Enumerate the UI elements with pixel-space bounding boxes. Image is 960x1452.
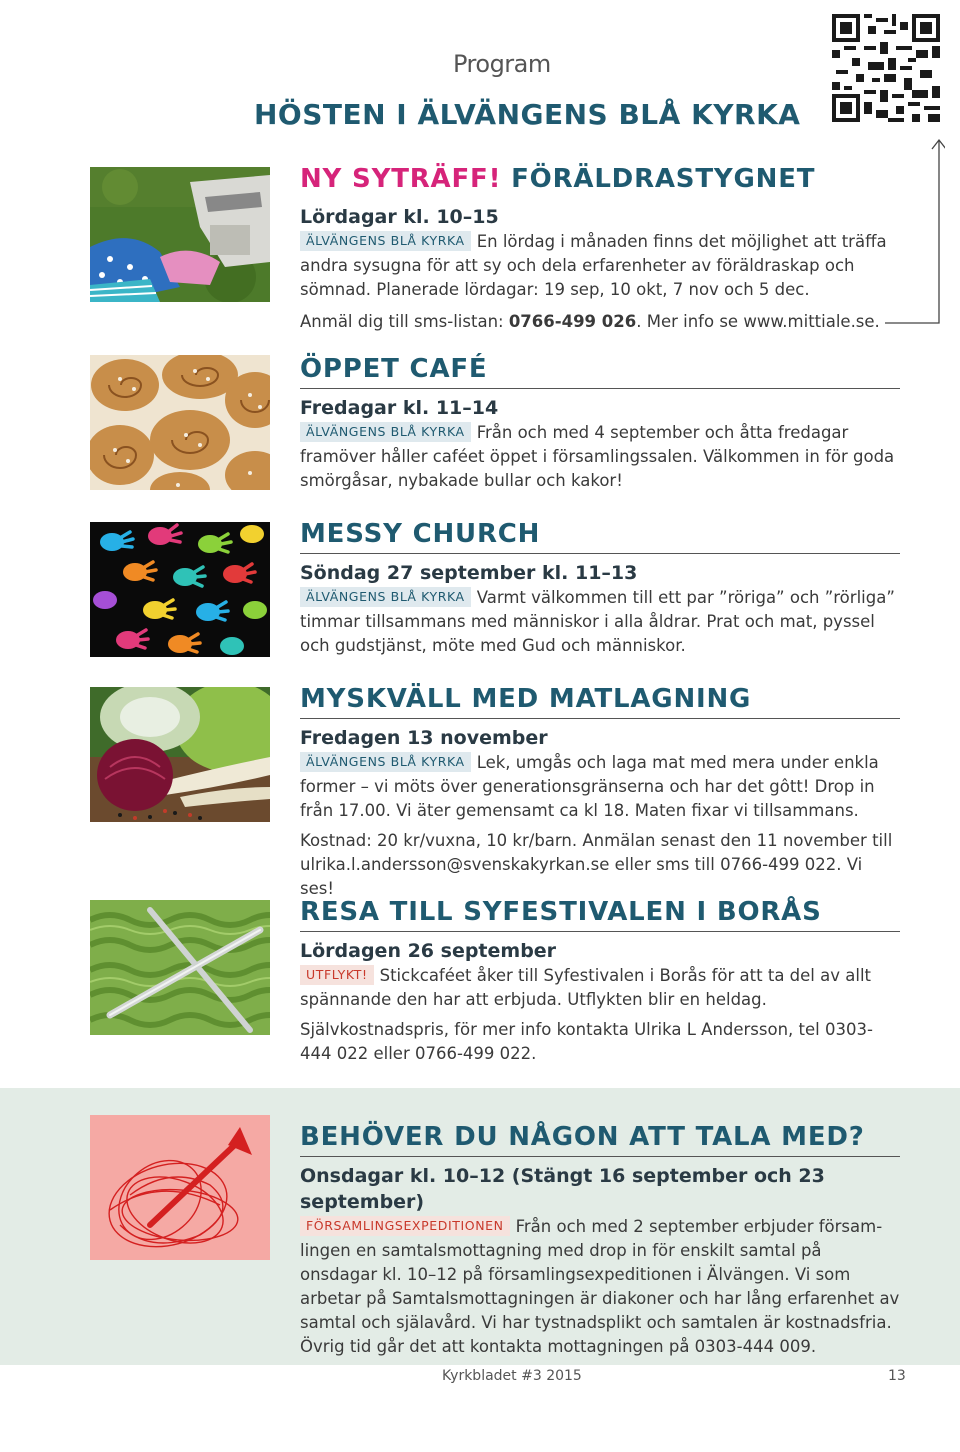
- event-when: Onsdagar kl. 10–12 (Stängt 16 september och 23 september): [300, 1165, 825, 1213]
- trip-tag: UTFLYKT!: [300, 965, 374, 985]
- event-when: Lördagen 26 september: [300, 940, 557, 962]
- sewing-photo: [90, 167, 270, 302]
- event-body: [300, 421, 900, 493]
- event-foraldrastygnet: [300, 160, 900, 334]
- event-text: Stickcaféet åker till Syfestivalen i Borås för att ta del av allt spännande den har att erbjuda. Utflykten blir en heldag.: [300, 966, 872, 1009]
- event-when: Fredagen 13 november: [300, 727, 548, 749]
- event-body: [300, 586, 900, 658]
- event-syfestivalen: [300, 893, 900, 1066]
- event-body: [300, 964, 900, 1066]
- event-title: ÖPPET CAFÉ: [300, 350, 900, 389]
- location-tag: ÄLVÄNGENS BLÅ KYRKA: [300, 231, 471, 251]
- event-oppet-cafe: [300, 350, 900, 493]
- event-body: [300, 751, 900, 901]
- sms-phone-number: 0766-499 026: [508, 312, 637, 331]
- event-text-secondary: Kostnad: 20 kr/vuxna, 10 kr/barn. Anmälan senast den 11 november till ulrika.l.andersson@svenskakyrkan.se eller sms till 0766-499 022. Vi ses!: [300, 831, 893, 898]
- cinnamon-buns-photo: [90, 355, 270, 490]
- vegetables-photo: [90, 687, 270, 822]
- event-info-link[interactable]: . Mer info se www.mittiale.se.: [636, 312, 880, 331]
- colorful-hands-photo: [90, 522, 270, 657]
- event-text-secondary: Självkostnadspris, för mer info kontakta Ulrika L Andersson, tel 0303-444 022 eller 0766-499 022.: [300, 1020, 873, 1063]
- event-when: Fredagar kl. 11–14: [300, 397, 499, 419]
- event-body: [300, 1215, 900, 1359]
- event-when: Söndag 27 september kl. 11–13: [300, 562, 638, 584]
- event-text: Lek, umgås och laga mat med mera under enkla former – vi möts över generationsgränserna och har det gôtt! Drop in från 17.00. Vi äter gemensamt ca kl 18. Maten fixar vi tillsammans.: [300, 753, 879, 820]
- page-number: 13: [888, 1368, 906, 1384]
- event-title: [300, 160, 900, 198]
- event-text: Från och med 4 september och åtta fredagar framöver håller caféet öppet i församlingssalen. Välkommen in för goda smörgåsar, nybakade bullar och kakor!: [300, 423, 895, 490]
- event-text: En lördag i månaden finns det möjlighet att träffa andra sysugna för att sy och dela erfarenheter av föräldraskap och sömnad. Planerade lördagar: 19 sep, 10 okt, 7 nov och 5 dec.: [300, 232, 887, 299]
- location-tag: ÄLVÄNGENS BLÅ KYRKA: [300, 752, 471, 772]
- event-when: Lördagar kl. 10–15: [300, 206, 499, 228]
- event-title: BEHÖVER DU NÅGON ATT TALA MED?: [300, 1118, 900, 1157]
- qr-code-icon[interactable]: [832, 14, 940, 122]
- knitting-photo: [90, 900, 270, 1035]
- section-label: Program: [453, 50, 551, 78]
- office-tag: FÖRSAMLINGSEXPEDITIONEN: [300, 1216, 510, 1236]
- event-title-main: FÖRÄLDRASTYGNET: [511, 164, 816, 194]
- event-text: Varmt välkommen till ett par ”röriga” och ”rörliga” timmar tillsammans med människor i alla åldrar. Prat och mat, pyssel och gudstjänst, möte med Gud och människor.: [300, 588, 895, 655]
- scribble-arrow-logo-icon: [90, 1115, 270, 1260]
- publication-name: Kyrkbladet #3 2015: [442, 1368, 582, 1384]
- event-body: [300, 230, 900, 334]
- event-text-prefix: Anmäl dig till sms-listan:: [300, 312, 509, 331]
- event-samtalsmottagning: [300, 1118, 900, 1359]
- event-title: MYSKVÄLL MED MATLAGNING: [300, 680, 900, 719]
- location-tag: ÄLVÄNGENS BLÅ KYRKA: [300, 422, 471, 442]
- event-text: Från och med 2 september erbjuder församlingen en samtalsmottagning med drop in för enskilt samtal på onsdagar kl. 10–12 på församlingsexpeditionen i Älvängen. Vi som arbetar på Samtalsmottagningen är diakoner och har lång erfarenhet av samtal och själavård. Vi har tystnadsplikt och samtalen är kostnadsfria. Övrig tid går det att kontakta mottagningen på 0303-444 009.: [300, 1217, 900, 1356]
- event-title: RESA TILL SYFESTIVALEN I BORÅS: [300, 893, 900, 932]
- location-tag: ÄLVÄNGENS BLÅ KYRKA: [300, 587, 471, 607]
- event-title: MESSY CHURCH: [300, 515, 900, 554]
- event-messy-church: [300, 515, 900, 658]
- event-myskvall: [300, 680, 900, 901]
- page-title: HÖSTEN I ÄLVÄNGENS BLÅ KYRKA: [254, 98, 801, 131]
- event-title-highlight: NY SYTRÄFF!: [300, 164, 502, 194]
